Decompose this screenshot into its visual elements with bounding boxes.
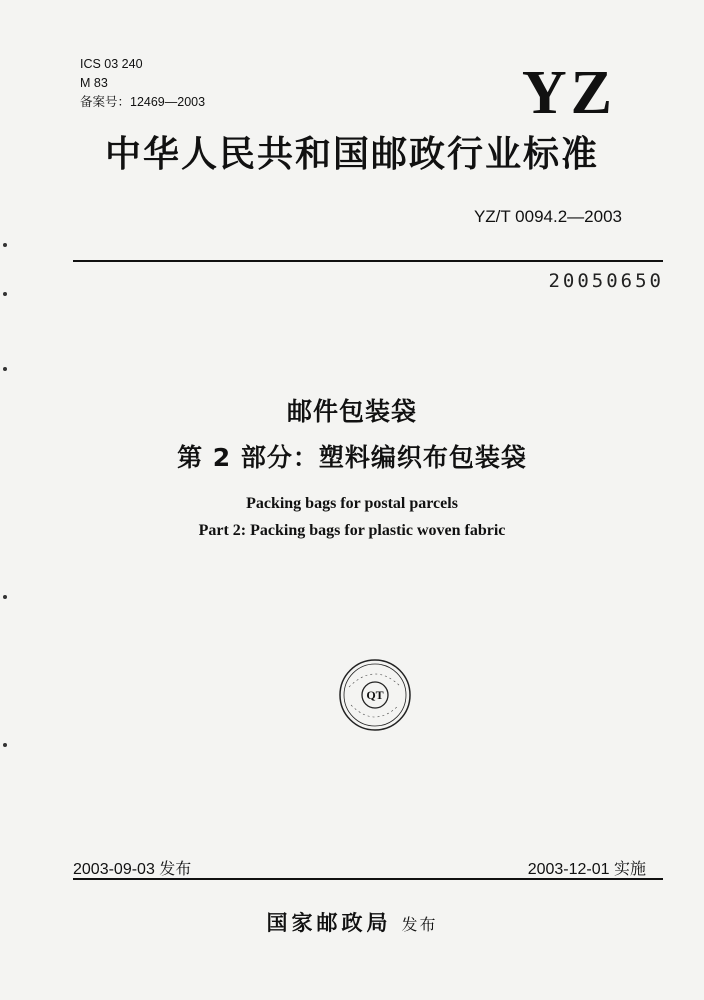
record-number: 备案号：12469—2003 — [80, 95, 206, 109]
ics-code: ICS 03 240 — [80, 57, 143, 71]
issue-date: 2003-09-03 发布 — [73, 861, 192, 878]
issuer-name: 国家邮政局 — [266, 910, 392, 935]
serial-number: 20050650 — [548, 270, 664, 292]
scan-mark — [3, 595, 7, 599]
standard-code: YZ/T 0094.2—2003 — [473, 207, 622, 226]
en-title-line2: Part 2: Packing bags for plastic woven fabric — [198, 522, 506, 539]
standard-logo: YZ — [521, 59, 616, 127]
cn-title-line2: 第 2 部分：塑料编织布包装袋 — [177, 443, 527, 472]
cn-title-line1: 邮件包装袋 — [286, 397, 417, 426]
issuer-suffix: 发布 — [401, 915, 438, 934]
seal-center-text: QT — [366, 688, 384, 702]
category-code: M 83 — [80, 76, 108, 90]
scan-mark — [3, 292, 7, 296]
bottom-divider — [73, 878, 663, 880]
en-title-line1: Packing bags for postal parcels — [246, 495, 458, 512]
top-divider — [73, 260, 663, 262]
page-title: 中华人民共和国邮政行业标准 — [104, 134, 599, 175]
scan-mark — [3, 243, 7, 247]
issuer — [0, 907, 704, 937]
quality-seal-icon — [337, 657, 413, 733]
implementation-date: 2003-12-01 实施 — [527, 861, 646, 878]
scan-mark — [3, 367, 7, 371]
scan-mark — [3, 743, 7, 747]
